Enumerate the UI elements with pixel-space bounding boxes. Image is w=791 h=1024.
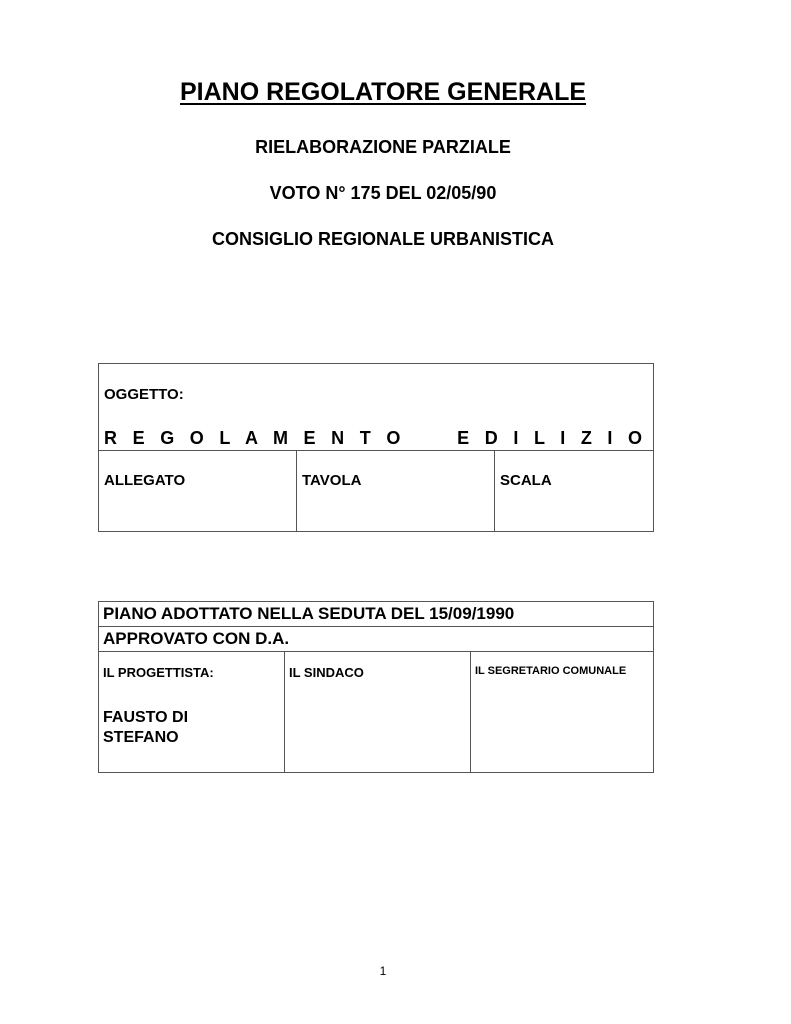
- page-number: 1: [379, 964, 387, 978]
- piano-table: [98, 601, 654, 773]
- approvato-cell: APPROVATO CON D.A.: [99, 627, 654, 652]
- allegato-cell: [99, 451, 297, 532]
- progettista-name: FAUSTO DI STEFANO: [103, 709, 189, 746]
- oggetto-value: R E G O L A M E N T O E D I L I Z I O: [104, 428, 648, 448]
- progettista-cell: [99, 652, 285, 773]
- sindaco-label: IL SINDACO: [289, 665, 364, 680]
- oggetto-cell: [99, 364, 654, 451]
- tavola-label: TAVOLA: [302, 472, 362, 489]
- segretario-cell: [471, 652, 654, 773]
- oggetto-table: [98, 363, 654, 532]
- document-title: PIANO REGOLATORE GENERALE: [179, 78, 587, 106]
- allegato-label: ALLEGATO: [104, 472, 186, 489]
- scala-label: SCALA: [500, 472, 552, 489]
- subtitle-rielaborazione: RIELABORAZIONE PARZIALE: [255, 137, 511, 157]
- adottato-cell: PIANO ADOTTATO NELLA SEDUTA DEL 15/09/1990: [99, 602, 654, 627]
- tavola-cell: [297, 451, 495, 532]
- scala-cell: [495, 451, 654, 532]
- subtitle-consiglio: CONSIGLIO REGIONALE URBANISTICA: [211, 229, 554, 249]
- segretario-label: IL SEGRETARIO COMUNALE: [475, 665, 627, 677]
- sindaco-cell: [285, 652, 471, 773]
- progettista-label: IL PROGETTISTA:: [103, 665, 214, 680]
- oggetto-label: OGGETTO:: [104, 386, 184, 403]
- subtitle-voto: VOTO N° 175 DEL 02/05/90: [269, 183, 497, 203]
